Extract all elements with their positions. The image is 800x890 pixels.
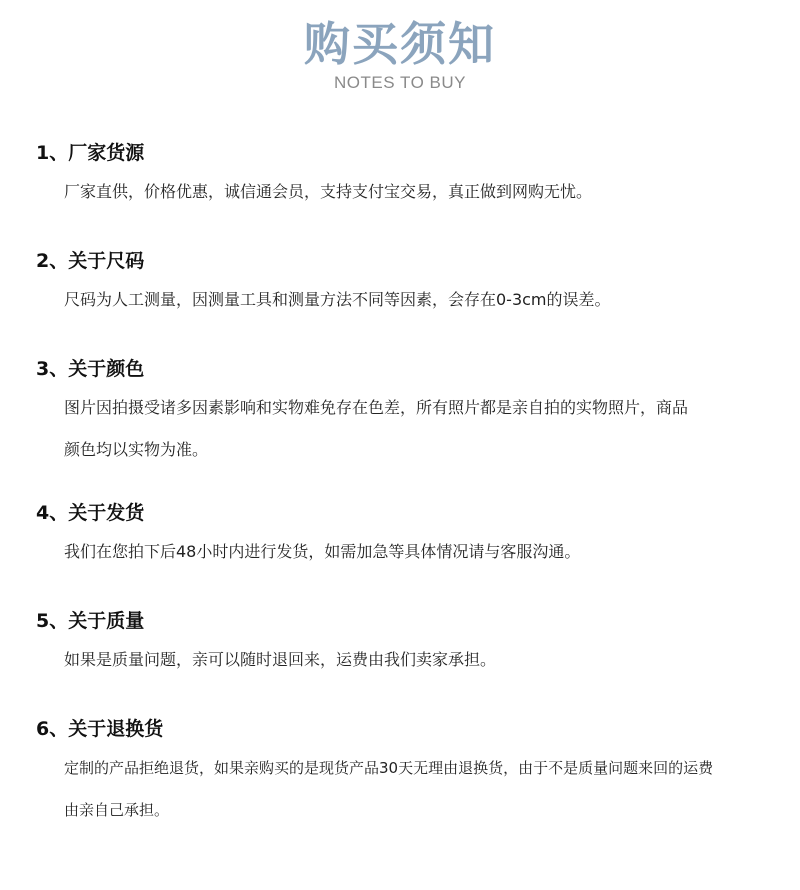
note-body	[64, 279, 768, 321]
page-title: 购买须知	[304, 17, 496, 71]
note-body	[64, 639, 768, 681]
note-line: 颜色均以实物为准。	[64, 440, 209, 459]
note-line: 尺码为人工测量，因测量工具和测量方法不同等因素，会存在0-3cm的误差。	[64, 290, 611, 309]
note-line: 由亲自己承担。	[64, 801, 170, 819]
note-line: 定制的产品拒绝退货，如果亲购买的是现货产品30天无理由退换货，由于不是质量问题来回的运费	[64, 759, 714, 777]
note-heading: 1、厂家货源	[36, 142, 145, 164]
note-heading: 3、关于颜色	[36, 358, 145, 380]
note-heading: 2、关于尺码	[36, 250, 145, 272]
page-subtitle: NOTES TO BUY	[334, 73, 466, 92]
note-line: 厂家直供，价格优惠，诚信通会员，支持支付宝交易，真正做到网购无忧。	[64, 182, 593, 201]
note-body	[64, 171, 768, 213]
note-body	[64, 747, 768, 831]
page-header	[0, 14, 800, 94]
note-line: 图片因拍摄受诸多因素影响和实物难免存在色差，所有照片都是亲自拍的实物照片，商品	[64, 398, 689, 417]
note-heading: 5、关于质量	[36, 610, 145, 632]
note-heading: 4、关于发货	[36, 502, 145, 524]
note-body	[64, 531, 768, 573]
note-heading: 6、关于退换货	[36, 718, 164, 740]
note-line: 我们在您拍下后48小时内进行发货，如需加急等具体情况请与客服沟通。	[64, 542, 581, 561]
note-line: 如果是质量问题，亲可以随时退回来，运费由我们卖家承担。	[64, 650, 497, 669]
note-body	[64, 387, 768, 471]
